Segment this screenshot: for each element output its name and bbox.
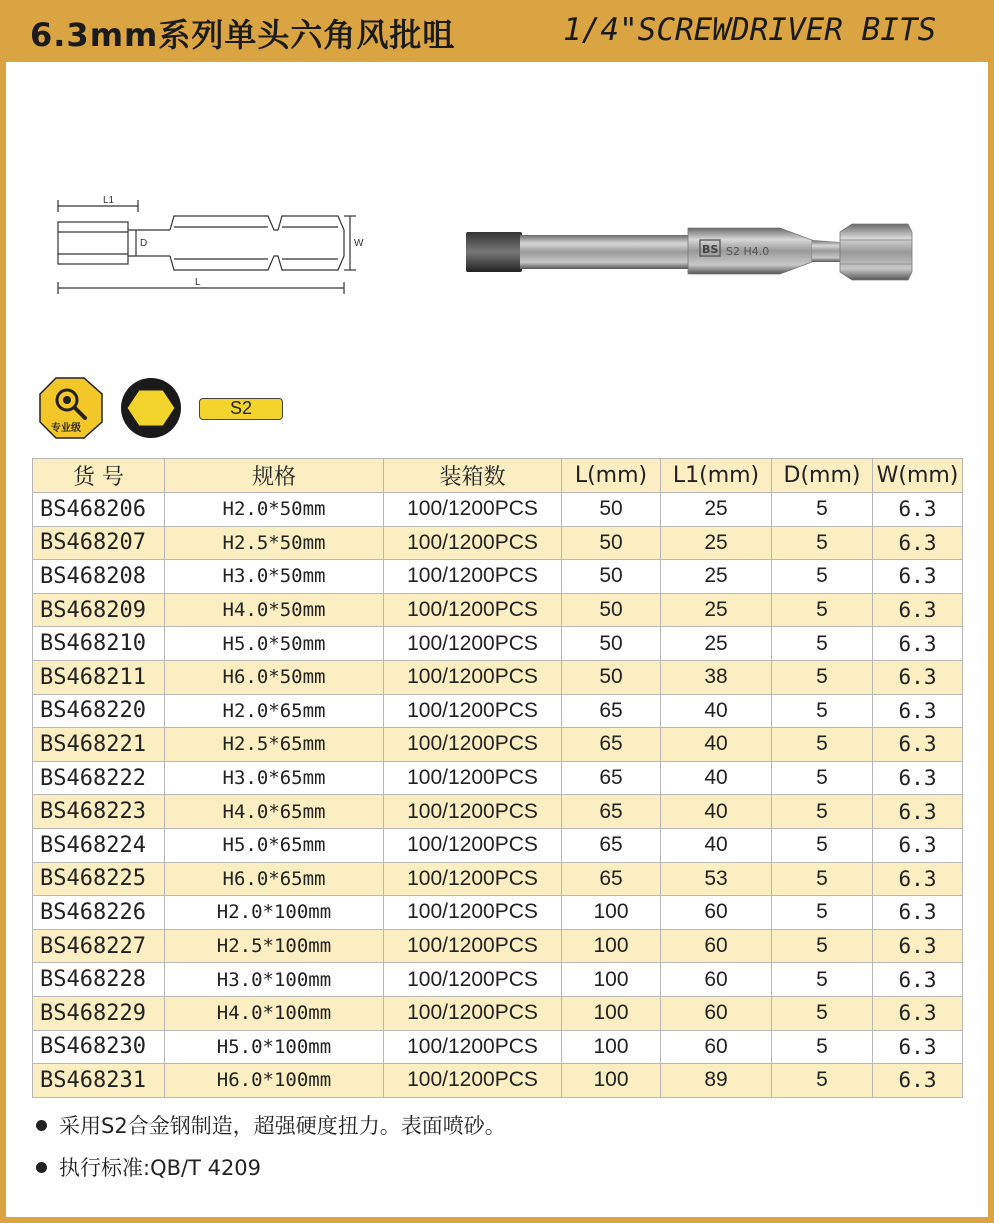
cell-spec: H2.5*65mm	[165, 728, 384, 762]
cell-l1: 40	[661, 728, 772, 762]
cell-l1: 25	[661, 526, 772, 560]
cell-w: 6.3	[873, 862, 963, 896]
cell-d: 5	[772, 929, 873, 963]
cell-code: BS468209	[33, 593, 165, 627]
cell-w: 6.3	[873, 493, 963, 527]
cell-l: 50	[562, 593, 661, 627]
cell-l1: 25	[661, 627, 772, 661]
cell-l1: 40	[661, 694, 772, 728]
table-row	[33, 526, 963, 560]
cell-l1: 25	[661, 493, 772, 527]
cell-spec: H2.5*50mm	[165, 526, 384, 560]
cell-l1: 60	[661, 896, 772, 930]
cell-spec: H4.0*100mm	[165, 996, 384, 1030]
badge-group	[38, 376, 188, 440]
header-l: L(mm)	[562, 459, 661, 493]
bit-logo: BS	[702, 243, 719, 256]
cell-d: 5	[772, 728, 873, 762]
cell-l: 65	[562, 828, 661, 862]
cell-d: 5	[772, 963, 873, 997]
label-d: D	[140, 238, 148, 249]
table-row	[33, 996, 963, 1030]
table-row	[33, 1064, 963, 1098]
cell-spec: H6.0*50mm	[165, 660, 384, 694]
cell-l: 100	[562, 996, 661, 1030]
cell-w: 6.3	[873, 1030, 963, 1064]
cell-d: 5	[772, 795, 873, 829]
cell-d: 5	[772, 660, 873, 694]
cell-spec: H3.0*100mm	[165, 963, 384, 997]
cell-w: 6.3	[873, 896, 963, 930]
cell-l: 100	[562, 896, 661, 930]
table-row	[33, 694, 963, 728]
cell-l: 65	[562, 795, 661, 829]
cell-d: 5	[772, 694, 873, 728]
cell-w: 6.3	[873, 761, 963, 795]
cell-d: 5	[772, 862, 873, 896]
cell-d: 5	[772, 526, 873, 560]
cell-spec: H5.0*100mm	[165, 1030, 384, 1064]
cell-l1: 89	[661, 1064, 772, 1098]
cell-l: 50	[562, 526, 661, 560]
cell-pack: 100/1200PCS	[384, 896, 562, 930]
note-standard-text: 执行标准:QB/T 4209	[59, 1156, 262, 1180]
cell-code: BS468211	[33, 660, 165, 694]
cell-l: 100	[562, 1064, 661, 1098]
table-row	[33, 929, 963, 963]
header-code: 货 号	[33, 459, 165, 493]
cell-spec: H5.0*65mm	[165, 828, 384, 862]
cell-spec: H3.0*50mm	[165, 560, 384, 594]
cell-pack: 100/1200PCS	[384, 526, 562, 560]
cell-code: BS468207	[33, 526, 165, 560]
dimension-diagram	[48, 192, 368, 297]
note-material	[36, 1110, 506, 1152]
cell-d: 5	[772, 996, 873, 1030]
cell-spec: H3.0*65mm	[165, 761, 384, 795]
header-l1: L1(mm)	[661, 459, 772, 493]
cell-code: BS468228	[33, 963, 165, 997]
cell-pack: 100/1200PCS	[384, 493, 562, 527]
cell-l1: 53	[661, 862, 772, 896]
pro-grade-label: 专业级	[51, 423, 81, 434]
label-w: W	[354, 238, 364, 249]
cell-spec: H2.0*65mm	[165, 694, 384, 728]
cell-pack: 100/1200PCS	[384, 694, 562, 728]
cell-w: 6.3	[873, 1064, 963, 1098]
cell-d: 5	[772, 896, 873, 930]
notes-list	[36, 1110, 506, 1194]
cell-code: BS468231	[33, 1064, 165, 1098]
cell-w: 6.3	[873, 627, 963, 661]
cell-code: BS468220	[33, 694, 165, 728]
cell-pack: 100/1200PCS	[384, 996, 562, 1030]
hex-shank-icon	[121, 378, 181, 438]
cell-w: 6.3	[873, 694, 963, 728]
cell-pack: 100/1200PCS	[384, 560, 562, 594]
cell-pack: 100/1200PCS	[384, 728, 562, 762]
cell-d: 5	[772, 593, 873, 627]
cell-w: 6.3	[873, 593, 963, 627]
material-grade-badge: S2	[199, 398, 283, 420]
cell-l: 100	[562, 963, 661, 997]
cell-w: 6.3	[873, 560, 963, 594]
cell-d: 5	[772, 1030, 873, 1064]
bullet-icon	[36, 1120, 47, 1131]
cell-l1: 60	[661, 929, 772, 963]
cell-l: 65	[562, 761, 661, 795]
cell-d: 5	[772, 761, 873, 795]
cell-spec: H6.0*100mm	[165, 1064, 384, 1098]
cell-spec: H2.0*50mm	[165, 493, 384, 527]
cell-spec: H2.5*100mm	[165, 929, 384, 963]
cell-l1: 60	[661, 963, 772, 997]
cell-pack: 100/1200PCS	[384, 795, 562, 829]
cell-code: BS468210	[33, 627, 165, 661]
table-row	[33, 896, 963, 930]
cell-pack: 100/1200PCS	[384, 1030, 562, 1064]
cell-pack: 100/1200PCS	[384, 862, 562, 896]
table-row	[33, 1030, 963, 1064]
cell-l: 50	[562, 627, 661, 661]
bit-photo	[460, 210, 920, 290]
cell-l1: 40	[661, 828, 772, 862]
cell-pack: 100/1200PCS	[384, 593, 562, 627]
cell-l1: 38	[661, 660, 772, 694]
cell-pack: 100/1200PCS	[384, 761, 562, 795]
table-row	[33, 728, 963, 762]
table-row	[33, 493, 963, 527]
cell-l1: 25	[661, 560, 772, 594]
cell-w: 6.3	[873, 996, 963, 1030]
cell-l1: 60	[661, 996, 772, 1030]
cell-l: 50	[562, 660, 661, 694]
cell-l: 65	[562, 694, 661, 728]
table-row	[33, 795, 963, 829]
cell-l1: 40	[661, 795, 772, 829]
cell-spec: H2.0*100mm	[165, 896, 384, 930]
cell-d: 5	[772, 828, 873, 862]
cell-pack: 100/1200PCS	[384, 1064, 562, 1098]
table-row	[33, 660, 963, 694]
table-row	[33, 761, 963, 795]
cell-w: 6.3	[873, 795, 963, 829]
note-material-text: 采用S2合金钢制造，超强硬度扭力。表面喷砂。	[59, 1114, 506, 1138]
note-standard	[36, 1152, 506, 1194]
header-pack: 装箱数	[384, 459, 562, 493]
cell-w: 6.3	[873, 660, 963, 694]
cell-w: 6.3	[873, 963, 963, 997]
header-w: W(mm)	[873, 459, 963, 493]
label-l1: L1	[103, 195, 115, 206]
header-d: D(mm)	[772, 459, 873, 493]
cell-pack: 100/1200PCS	[384, 828, 562, 862]
cell-d: 5	[772, 1064, 873, 1098]
cell-d: 5	[772, 560, 873, 594]
cell-pack: 100/1200PCS	[384, 963, 562, 997]
table-header-row	[33, 459, 963, 493]
cell-pack: 100/1200PCS	[384, 627, 562, 661]
cell-code: BS468208	[33, 560, 165, 594]
cell-code: BS468221	[33, 728, 165, 762]
cell-code: BS468206	[33, 493, 165, 527]
table-row	[33, 862, 963, 896]
cell-l: 50	[562, 560, 661, 594]
cell-code: BS468224	[33, 828, 165, 862]
bit-marking: S2 H4.0	[726, 245, 770, 258]
bullet-icon	[36, 1162, 47, 1173]
table-row	[33, 593, 963, 627]
cell-l: 50	[562, 493, 661, 527]
cell-d: 5	[772, 627, 873, 661]
cell-l: 100	[562, 1030, 661, 1064]
header-spec: 规格	[165, 459, 384, 493]
cell-code: BS468225	[33, 862, 165, 896]
cell-w: 6.3	[873, 728, 963, 762]
cell-code: BS468226	[33, 896, 165, 930]
cell-l1: 25	[661, 593, 772, 627]
table-row	[33, 963, 963, 997]
cell-code: BS468223	[33, 795, 165, 829]
cell-w: 6.3	[873, 828, 963, 862]
cell-w: 6.3	[873, 526, 963, 560]
cell-spec: H5.0*50mm	[165, 627, 384, 661]
cell-l: 65	[562, 862, 661, 896]
label-l: L	[195, 277, 201, 288]
cell-code: BS468222	[33, 761, 165, 795]
cell-code: BS468230	[33, 1030, 165, 1064]
cell-spec: H6.0*65mm	[165, 862, 384, 896]
cell-code: BS468227	[33, 929, 165, 963]
cell-pack: 100/1200PCS	[384, 660, 562, 694]
title-english: 1/4"SCREWDRIVER BITS	[563, 12, 937, 48]
cell-pack: 100/1200PCS	[384, 929, 562, 963]
cell-code: BS468229	[33, 996, 165, 1030]
table-row	[33, 627, 963, 661]
table-row	[33, 828, 963, 862]
cell-d: 5	[772, 493, 873, 527]
spec-table	[32, 458, 963, 1098]
cell-l1: 40	[661, 761, 772, 795]
header-bar	[0, 0, 994, 62]
cell-l: 100	[562, 929, 661, 963]
cell-l: 65	[562, 728, 661, 762]
table-row	[33, 560, 963, 594]
cell-l1: 60	[661, 1030, 772, 1064]
title-chinese: 6.3mm系列单头六角风批咀	[30, 16, 456, 54]
cell-w: 6.3	[873, 929, 963, 963]
cell-spec: H4.0*50mm	[165, 593, 384, 627]
cell-spec: H4.0*65mm	[165, 795, 384, 829]
